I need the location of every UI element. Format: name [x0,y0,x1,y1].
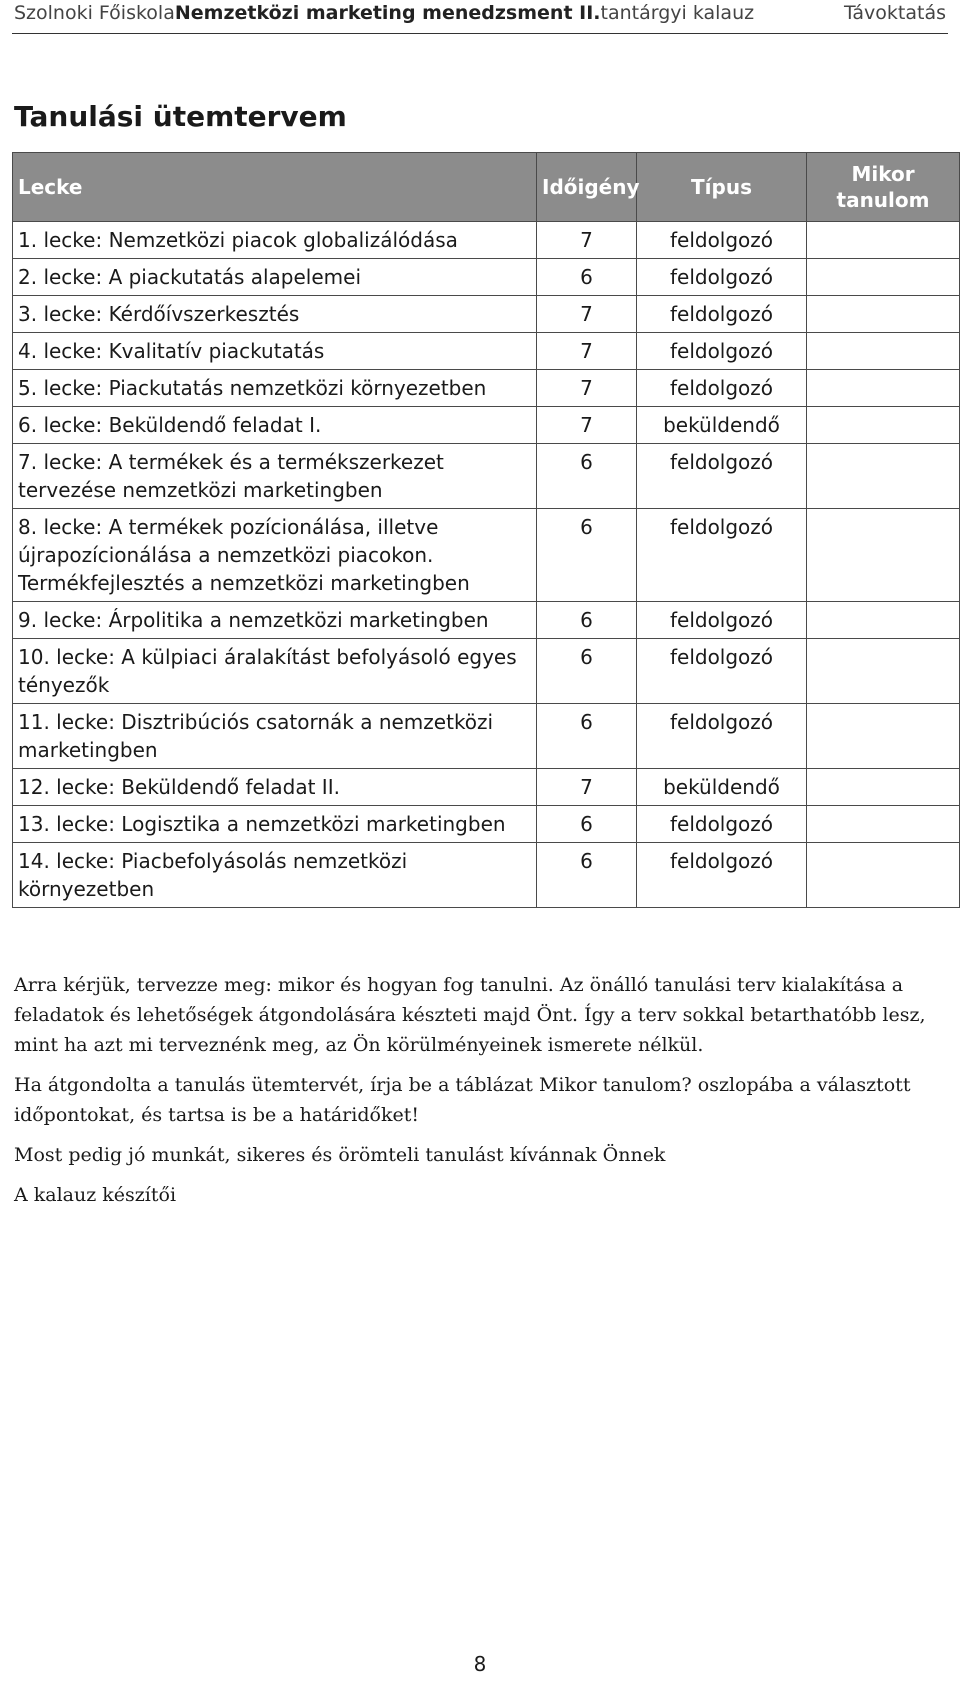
type-cell: feldolgozó [637,704,807,769]
table-row [13,639,960,704]
header-course: Nemzetközi marketing menedzsment II. [174,2,601,24]
paragraph-good-luck: Most pedig jó munkát, sikeres és örömteli tanulást kívánnak Önnek [14,1144,666,1166]
when-cell[interactable] [807,509,960,602]
type-cell: feldolgozó [637,222,807,259]
time-cell: 6 [537,843,637,908]
lesson-cell: 4. lecke: Kvalitatív piackutatás [13,333,537,370]
when-cell[interactable] [807,333,960,370]
page-number: 8 [473,1652,487,1676]
time-cell: 6 [537,509,637,602]
lesson-cell: 2. lecke: A piackutatás alapelemei [13,259,537,296]
table-row [13,444,960,509]
paragraph-signature: A kalauz készítői [14,1184,177,1206]
lesson-cell: 1. lecke: Nemzetközi piacok globalizálódása [13,222,537,259]
type-cell: feldolgozó [637,296,807,333]
table-row [13,806,960,843]
lesson-cell: 12. lecke: Beküldendő feladat II. [13,769,537,806]
table-row [13,509,960,602]
time-cell: 7 [537,370,637,407]
table-row [13,704,960,769]
time-cell: 7 [537,222,637,259]
column-header-type: Típus [637,153,807,222]
type-cell: feldolgozó [637,333,807,370]
when-cell[interactable] [807,407,960,444]
header-guide: tantárgyi kalauz [600,2,755,24]
when-cell[interactable] [807,222,960,259]
time-cell: 7 [537,296,637,333]
schedule-table [12,152,960,908]
type-cell: beküldendő [637,407,807,444]
when-cell[interactable] [807,296,960,333]
when-cell[interactable] [807,843,960,908]
type-cell: feldolgozó [637,259,807,296]
table-row [13,843,960,908]
time-cell: 6 [537,602,637,639]
paragraph-fill-in: Ha átgondolta a tanulás ütemtervét, írja be a táblázat Mikor tanulom? oszlopába a választott időpontokat, és tartsa is be a határidőket! [14,1074,911,1126]
type-cell: feldolgozó [637,639,807,704]
when-cell[interactable] [807,370,960,407]
table-body [13,222,960,908]
when-cell[interactable] [807,704,960,769]
lesson-cell: 11. lecke: Disztribúciós csatornák a nemzetközi marketingben [13,704,537,769]
table-header-row [13,153,960,222]
column-header-time: Időigény [537,153,637,222]
when-cell[interactable] [807,444,960,509]
time-cell: 7 [537,769,637,806]
when-cell[interactable] [807,259,960,296]
type-cell: feldolgozó [637,843,807,908]
type-cell: feldolgozó [637,370,807,407]
table-row [13,407,960,444]
when-cell[interactable] [807,769,960,806]
header-divider [12,33,948,34]
when-cell[interactable] [807,806,960,843]
running-header [14,2,946,26]
time-cell: 6 [537,704,637,769]
time-cell: 6 [537,444,637,509]
instructions-text [14,970,940,1220]
when-cell[interactable] [807,602,960,639]
lesson-cell: 6. lecke: Beküldendő feladat I. [13,407,537,444]
header-mode: Távoktatás [843,2,946,24]
type-cell: feldolgozó [637,602,807,639]
lesson-cell: 14. lecke: Piacbefolyásolás nemzetközi környezetben [13,843,537,908]
table-row [13,333,960,370]
page-title: Tanulási ütemtervem [14,100,347,133]
lesson-cell: 9. lecke: Árpolitika a nemzetközi marketingben [13,602,537,639]
type-cell: feldolgozó [637,444,807,509]
type-cell: beküldendő [637,769,807,806]
lesson-cell: 8. lecke: A termékek pozícionálása, illetve újrapozícionálása a nemzetközi piacokon. Termékfejlesztés a nemzetközi marketingben [13,509,537,602]
table-row [13,222,960,259]
type-cell: feldolgozó [637,509,807,602]
column-header-when: Mikor tanulom [807,153,960,222]
header-institution: Szolnoki Főiskola [14,2,175,24]
lesson-cell: 13. lecke: Logisztika a nemzetközi marketingben [13,806,537,843]
lesson-cell: 7. lecke: A termékek és a termékszerkezet tervezése nemzetközi marketingben [13,444,537,509]
time-cell: 6 [537,806,637,843]
column-header-lesson: Lecke [13,153,537,222]
table-row [13,769,960,806]
table-row [13,602,960,639]
type-cell: feldolgozó [637,806,807,843]
lesson-cell: 3. lecke: Kérdőívszerkesztés [13,296,537,333]
lesson-cell: 10. lecke: A külpiaci áralakítást befolyásoló egyes tényezők [13,639,537,704]
table-row [13,296,960,333]
paragraph-planning: Arra kérjük, tervezze meg: mikor és hogyan fog tanulni. Az önálló tanulási terv kialakítása a feladatok és lehetőségek átgondolására készteti majd Önt. Így a terv sokkal betarthatóbb lesz, mint ha azt mi terveznénk meg, az Ön körülményeinek ismerete nélkül. [14,974,926,1056]
table-row [13,259,960,296]
lesson-cell: 5. lecke: Piackutatás nemzetközi környezetben [13,370,537,407]
table-row [13,370,960,407]
time-cell: 7 [537,407,637,444]
time-cell: 7 [537,333,637,370]
when-cell[interactable] [807,639,960,704]
time-cell: 6 [537,259,637,296]
time-cell: 6 [537,639,637,704]
